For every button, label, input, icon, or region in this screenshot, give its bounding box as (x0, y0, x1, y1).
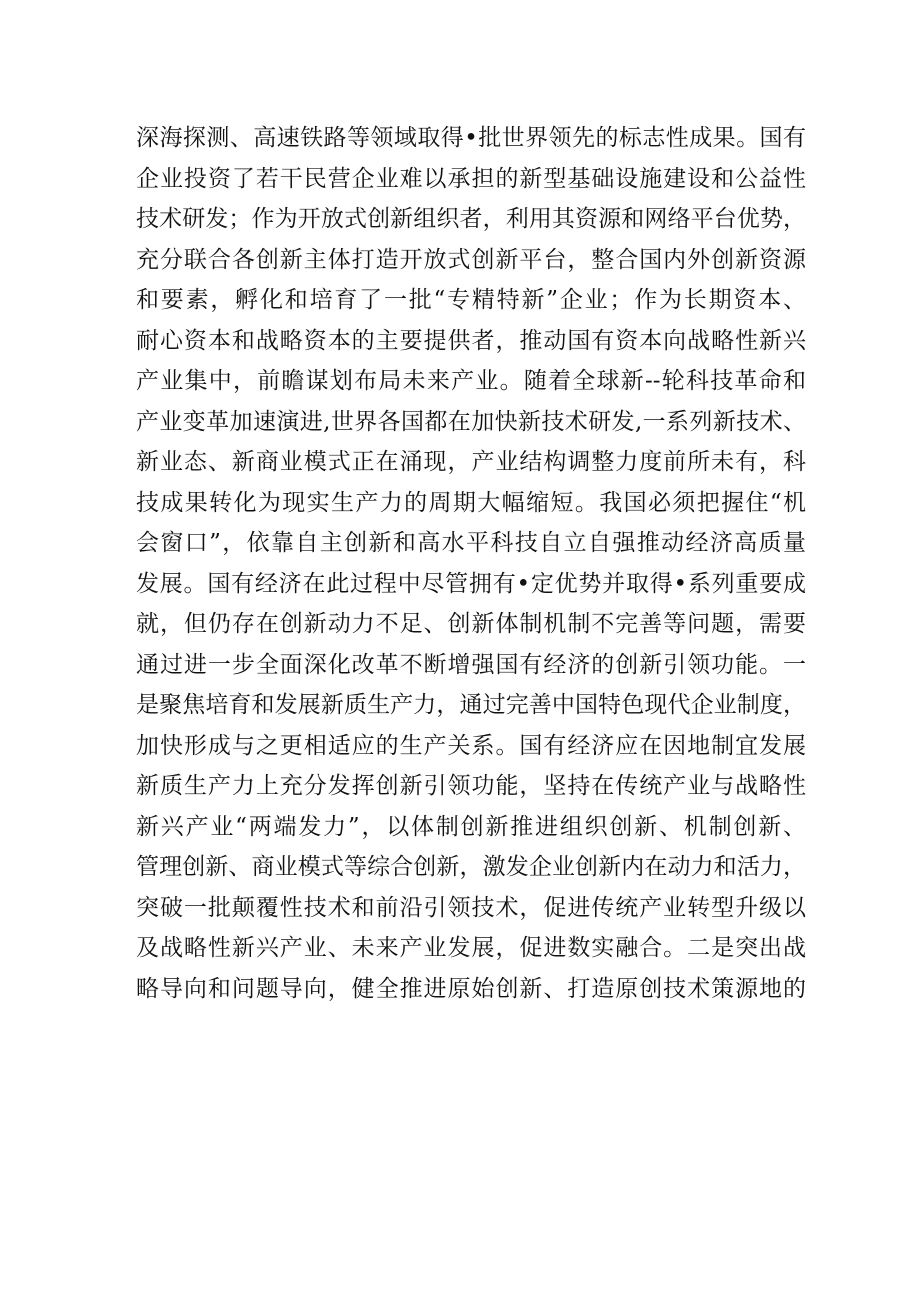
text-line: 技成果转化为现实生产力的周期大幅缩短。我国必须把握住“机 (136, 489, 806, 516)
body-text (136, 118, 806, 1009)
text-line: 技术研发；作为开放式创新组织者，利用其资源和网络平台优势， (136, 206, 806, 232)
text-line: 管理创新、商业模式等综合创新，激发企业创新内在动力和活力， (136, 854, 806, 880)
text-line: 新质生产力上充分发挥创新引领功能，坚持在传统产业与战略性 (136, 773, 806, 799)
text-line: 通过进一步全面深化改革不断增强国有经济的创新引领功能。一 (136, 651, 806, 678)
text-line: 及战略性新兴产业、未来产业发展，促进数实融合。二是突出战 (136, 935, 806, 961)
text-line: 和要素，孵化和培育了一批“专精特新”企业；作为长期资本、 (136, 287, 806, 313)
text-line: 就，但仍存在创新动力不足、创新体制机制不完善等问题，需要 (136, 611, 806, 637)
text-line: 产业集中，前瞻谋划布局未来产业。随着全球新--轮科技革命和 (136, 368, 806, 394)
text-line: 新兴产业“两端发力”，以体制创新推进组织创新、机制创新、 (136, 813, 806, 840)
text-line: 耐心资本和战略资本的主要提供者，推动国有资本向战略性新兴 (136, 327, 806, 354)
text-line: 是聚焦培育和发展新质生产力，通过完善中国特色现代企业制度， (136, 692, 806, 718)
text-line: 会窗口”，依靠自主创新和高水平科技自立自强推动经济高质量 (136, 530, 806, 556)
text-line: 突破一批颠覆性技术和前沿引领技术，促进传统产业转型升级以 (136, 894, 806, 921)
text-line: 加快形成与之更相适应的生产关系。国有经济应在因地制宜发展 (136, 732, 806, 759)
text-line: 发展。国有经济在此过程中尽管拥有•定优势并取得•系列重要成 (136, 570, 806, 597)
text-line: 新业态、新商业模式正在涌现，产业结构调整力度前所未有，科 (136, 449, 806, 475)
text-line: 略导向和问题导向，健全推进原始创新、打造原创技术策源地的 (136, 975, 806, 1002)
text-line: 产业变革加速演进,世界各国都在加快新技术研发,一系列新技术、 (136, 408, 806, 435)
text-line: 企业投资了若干民营企业难以承担的新型基础设施建设和公益性 (136, 165, 806, 192)
text-line: 充分联合各创新主体打造开放式创新平台，整合国内外创新资源 (136, 246, 806, 273)
text-line: 深海探测、高速铁路等领域取得•批世界领先的标志性成果。国有 (136, 125, 806, 151)
